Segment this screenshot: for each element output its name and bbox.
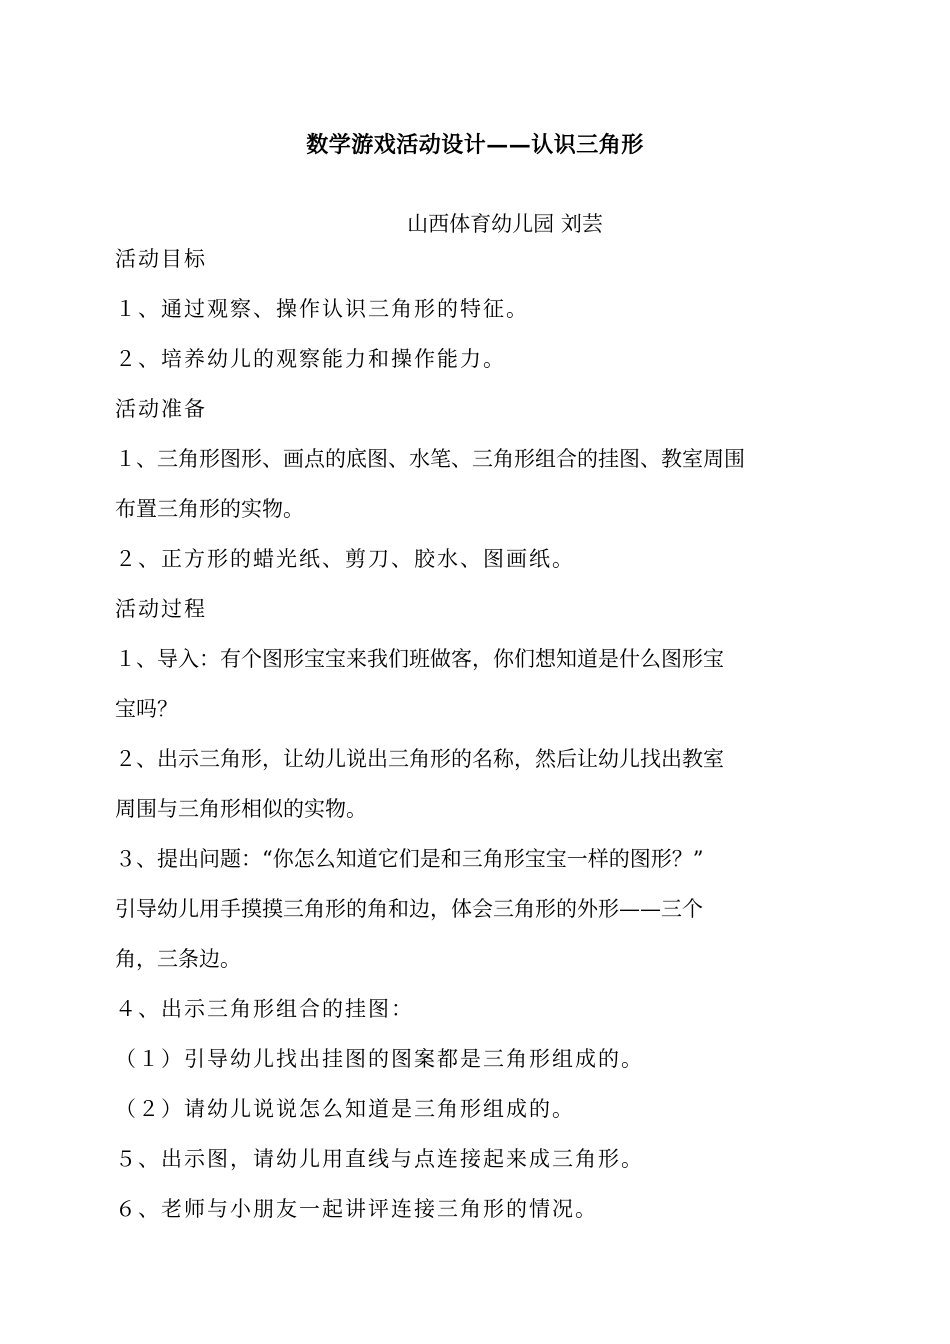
step-4-sub-1: （１）引导幼儿找出挂图的图案都是三角形组成的。 [115,1047,644,1071]
step-6: ６、老师与小朋友一起讲评连接三角形的情况。 [115,1197,598,1221]
step-1-line-1: １、导入：有个图形宝宝来我们班做客，你们想知道是什么图形宝 [115,647,724,671]
step-5: ５、出示图，请幼儿用直线与点连接起来成三角形。 [115,1147,644,1171]
prep-item-1-line-1: １、三角形图形、画点的底图、水笔、三角形组合的挂图、教室周围 [115,447,745,471]
process-heading: 活动过程 [115,597,207,621]
step-3-line-1: ３、提出问题：“你怎么知道它们是和三角形宝宝一样的图形？” [115,847,704,871]
prep-item-1-line-2: 布置三角形的实物。 [115,497,304,521]
prep-item-2: ２、正方形的蜡光纸、剪刀、胶水、图画纸。 [115,547,575,571]
step-4: ４、出示三角形组合的挂图： [115,997,414,1021]
prep-heading: 活动准备 [115,397,207,421]
goal-item-2: ２、培养幼儿的观察能力和操作能力。 [115,347,506,371]
step-2-line-2: 周围与三角形相似的实物。 [115,797,367,821]
step-2-line-1: ２、出示三角形，让幼儿说出三角形的名称，然后让幼儿找出教室 [115,747,724,771]
step-3-line-2: 引导幼儿用手摸摸三角形的角和边，体会三角形的外形——三个 [115,897,703,921]
document-author: 山西体育幼儿园 刘芸 [407,212,603,236]
step-3-line-3: 角，三条边。 [115,947,241,971]
step-1-line-2: 宝吗？ [115,697,178,721]
step-4-sub-2: （２）请幼儿说说怎么知道是三角形组成的。 [115,1097,575,1121]
goal-item-1: １、通过观察、操作认识三角形的特征。 [115,297,529,321]
goals-heading: 活动目标 [115,247,207,271]
document-title: 数学游戏活动设计——认识三角形 [306,132,644,158]
